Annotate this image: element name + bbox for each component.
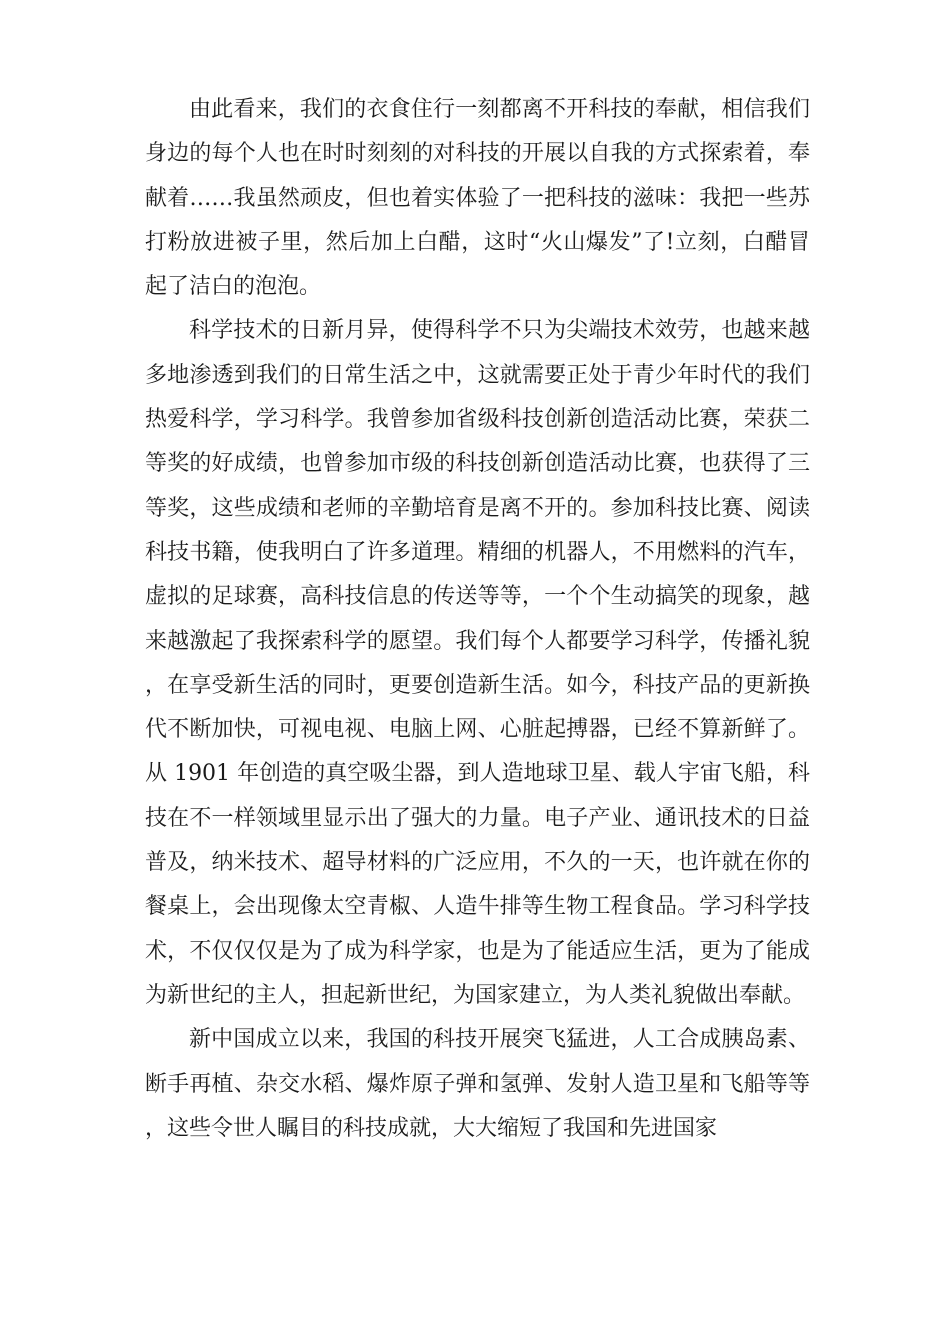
paragraph-2: 科学技术的日新月异，使得科学不只为尖端技术效劳，也越来越多地渗透到我们的日常生活之中，这就需要正处于青少年时代的我们热爱科学，学习科学。我曾参加省级科技创新创造活动比赛，荣获二等奖的好成绩，也曾参加市级的科技创新创造活动比赛，也获得了三等奖，这些成绩和老师的辛勤培育是离不开的。参加科技比赛、阅读科技书籍，使我明白了许多道理。精细的机器人，不用燃料的汽车，虚拟的足球赛，高科技信息的传送等等，一个个生动搞笑的现象，越来越激起了我探索科学的愿望。我们每个人都要学习科学，传播礼貌，在享受新生活的同时，更要创造新生活。如今，科技产品的更新换代不断加快，可视电视、电脑上网、心脏起搏器，已经不算新鲜了。从 1901 年创造的真空吸尘器，到人造地球卫星、载人宇宙飞船，科技在不一样领域里显示出了强大的力量。电子产业、通讯技术的日益普及，纳米技术、超导材料的广泛应用，不久的一天，也许就在你的餐桌上，会出现像太空青椒、人造牛排等生物工程食品。学习科学技术，不仅仅仅是为了成为科学家，也是为了能适应生活，更为了能成为新世纪的主人，担起新世纪，为国家建立，为人类礼貌做出奉献。: [145, 318, 810, 1008]
document-body: [145, 88, 810, 1151]
paragraph-1: 由此看来，我们的衣食住行一刻都离不开科技的奉献，相信我们身边的每个人也在时时刻刻的对科技的开展以自我的方式探索着，奉献着……我虽然顽皮，但也着实体验了一把科技的滋味：我把一些苏打粉放进被子里，然后加上白醋，这时“火山爆发”了!立刻，白醋冒起了洁白的泡泡。: [145, 97, 810, 300]
paragraph-3: 新中国成立以来，我国的科技开展突飞猛进，人工合成胰岛素、断手再植、杂交水稻、爆炸原子弹和氢弹、发射人造卫星和飞船等等，这些令世人瞩目的科技成就，大大缩短了我国和先进国家: [145, 1027, 810, 1141]
